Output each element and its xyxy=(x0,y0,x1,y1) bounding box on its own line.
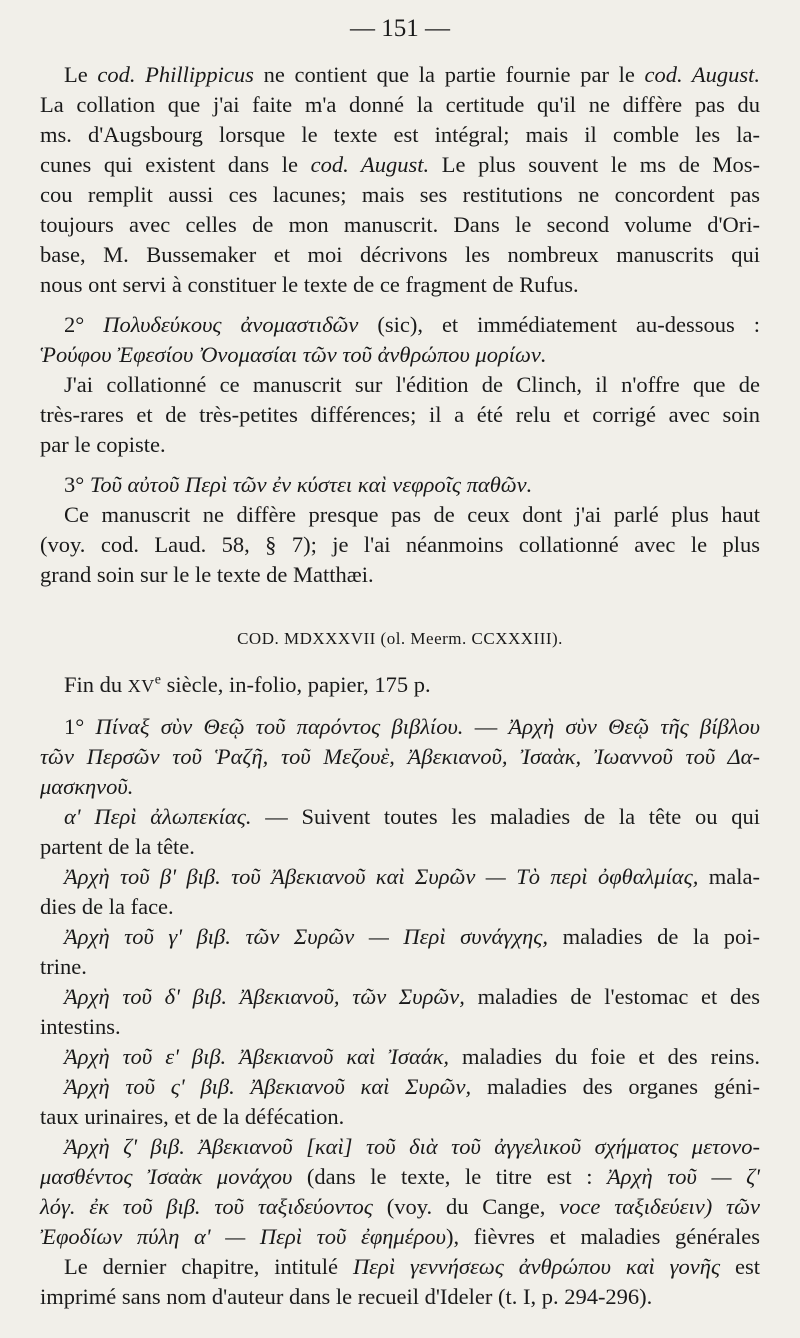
text: cunes qui existent dans le xyxy=(40,152,311,177)
paragraph-line: cou remplit aussi ces lacunes; mais ses restitutions ne concordent pas xyxy=(40,182,760,207)
paragraph-line: toujours avec celles de mon manuscrit. Dans le second volume d'Ori- xyxy=(40,212,760,237)
text: mala- xyxy=(698,864,760,889)
paragraph-line xyxy=(40,1222,760,1252)
text: 2° xyxy=(64,312,104,337)
greek-title: α' Περὶ ἀλωπεκίας. xyxy=(64,804,252,829)
italic-ref: cod. August. xyxy=(310,152,430,177)
paragraph-line xyxy=(64,922,760,952)
paragraph-line xyxy=(64,1252,760,1282)
text: ne contient que la partie fournie par le xyxy=(253,62,645,87)
paragraph-line xyxy=(64,1072,760,1102)
text: (voy. du Cange, xyxy=(372,1194,560,1219)
paragraph-line: taux urinaires, et de la défécation. xyxy=(40,1104,345,1129)
paragraph-line xyxy=(64,982,760,1012)
paragraph-line: partent de la tête. xyxy=(40,834,195,859)
text: 3° xyxy=(64,472,90,497)
text: Le plus souvent le ms de Mos- xyxy=(429,152,760,177)
greek-title: Πίναξ σὺν Θεῷ τοῦ παρόντος βιβλίου. xyxy=(95,714,464,739)
greek-title: μασθέντος Ἰσαὰκ μονάχου xyxy=(40,1164,293,1189)
text: ), fièvres et maladies générales xyxy=(445,1224,760,1249)
text: Fin du xyxy=(64,672,128,697)
text: maladies des organes géni- xyxy=(471,1074,760,1099)
text: 1° xyxy=(64,714,96,739)
italic-ref: cod. August. xyxy=(644,62,760,87)
paragraph-line: nous ont servi à constituer le texte de ce fragment de Rufus. xyxy=(40,272,579,297)
greek-title: Ἀρχὴ τοῦ δ' βιβ. Ἀβεκιανοῦ, τῶν Συρῶν, xyxy=(64,984,465,1009)
greek-title: Ἀρχὴ σὺν Θεῷ τῆς βίβλου xyxy=(508,714,761,739)
text: maladies de l'estomac et des xyxy=(464,984,760,1009)
paragraph-line xyxy=(64,862,760,892)
greek-title: Ἀρχὴ τοῦ ε' βιβ. Ἀβεκιανοῦ καὶ Ἰσαάκ, xyxy=(64,1044,450,1069)
greek-title: Ἀρχὴ τοῦ — ζ' xyxy=(607,1164,760,1189)
text: Le dernier chapitre, intitulé xyxy=(64,1254,353,1279)
text: siècle, in-folio, papier, 175 p. xyxy=(160,672,431,697)
greek-title: Ῥούφου Ἐφεσίου Ὀνομασίαι τῶν τοῦ ἀνθρώπου μορίων. xyxy=(40,342,547,367)
page-number: — 151 — xyxy=(350,15,450,42)
text: — xyxy=(463,714,509,739)
greek-title-line xyxy=(64,1132,760,1162)
text: maladies du foie et des reins. xyxy=(449,1044,760,1069)
greek-title: voce ταξιδεύειν) τῶν xyxy=(559,1194,760,1219)
greek-title: Ἀρχὴ τοῦ ς' βιβ. Ἀβεκιανοῦ καὶ Συρῶν, xyxy=(64,1074,472,1099)
paragraph-line: grand soin sur le le texte de Matthæi. xyxy=(40,562,374,587)
greek-title: μασκηνοῦ. xyxy=(40,774,134,799)
paragraph-line xyxy=(64,310,760,340)
greek-title: Τοῦ αὐτοῦ Περὶ τῶν ἐν κύστει καὶ νεφροῖς παθῶν. xyxy=(89,472,533,497)
century: XV xyxy=(127,676,155,696)
text: (sic), et immédiatement au-dessous : xyxy=(358,312,761,337)
paragraph-line xyxy=(64,470,760,500)
paragraph-line: par le copiste. xyxy=(40,432,166,457)
paragraph-line: imprimé sans nom d'auteur dans le recueil d'Ideler (t. I, p. 294-296). xyxy=(40,1284,653,1309)
paragraph-line: trine. xyxy=(40,954,87,979)
greek-title-line xyxy=(40,772,760,802)
text: maladies de la poi- xyxy=(548,924,760,949)
greek-title: τῶν Περσῶν τοῦ Ῥαζῆ, τοῦ Μεζουὲ, Ἀβεκιανοῦ, Ἰσαὰκ, Ἰωαννοῦ τοῦ Δα- xyxy=(40,744,760,769)
greek-title-line xyxy=(40,742,760,772)
date-line xyxy=(64,670,760,701)
paragraph-line: La collation que j'ai faite m'a donné la certitude qu'il ne diffère pas du xyxy=(40,92,760,117)
codex-heading: COD. MDXXXVII (ol. Meerm. CCXXXIII). xyxy=(237,629,563,648)
greek-title: Ἀρχὴ τοῦ β' βιβ. τοῦ Ἀβεκιανοῦ καὶ Συρῶν — Τὸ περὶ ὀφθαλμίας, xyxy=(64,864,699,889)
paragraph-line: base, M. Bussemaker et moi décrivons les nombreux manuscrits qui xyxy=(40,242,760,267)
superscript: e xyxy=(154,672,161,688)
paragraph-line xyxy=(64,1042,760,1072)
paragraph-line xyxy=(64,712,760,742)
text: (dans le texte, le titre est : xyxy=(292,1164,608,1189)
paragraph-line xyxy=(40,150,760,180)
paragraph-line: intestins. xyxy=(40,1014,121,1039)
italic-ref: cod. Phillippicus xyxy=(97,62,254,87)
text: est xyxy=(720,1254,760,1279)
paragraph-line: très-rares et de très-petites différences; il a été relu et corrigé avec soin xyxy=(40,402,760,427)
paragraph-line: ms. d'Augsbourg lorsque le texte est intégral; mais il comble les la- xyxy=(40,122,760,147)
text: Le xyxy=(64,62,98,87)
paragraph-line: J'ai collationné ce manuscrit sur l'édition de Clinch, il n'offre que de xyxy=(64,372,760,397)
greek-title: Ἀρχὴ ζ' βιβ. Ἀβεκιανοῦ [καὶ] τοῦ διὰ τοῦ ἀγγελικοῦ σχήματος μετονο- xyxy=(64,1134,760,1159)
greek-title: λόγ. ἐκ τοῦ βιβ. τοῦ ταξιδεύοντος xyxy=(40,1194,373,1219)
paragraph-line xyxy=(64,802,760,832)
greek-title: Πολυδεύκους ἀνομαστιδῶν xyxy=(103,312,359,337)
paragraph-line: Ce manuscrit ne diffère presque pas de ceux dont j'ai parlé plus haut xyxy=(64,502,760,527)
paragraph-line xyxy=(64,60,760,90)
paragraph-line xyxy=(40,1192,760,1222)
paragraph-line: (voy. cod. Laud. 58, § 7); je l'ai néanmoins collationné avec le plus xyxy=(40,532,760,557)
paragraph-line xyxy=(40,1162,760,1192)
text: — Suivent toutes les maladies de la tête ou qui xyxy=(251,804,761,829)
greek-title-line xyxy=(40,340,760,370)
paragraph-line: dies de la face. xyxy=(40,894,174,919)
greek-title: Ἐφοδίων πύλη α' — Περὶ τοῦ ἐφημέρου xyxy=(40,1224,446,1249)
greek-title: Ἀρχὴ τοῦ γ' βιβ. τῶν Συρῶν — Περὶ συνάγχης, xyxy=(64,924,549,949)
greek-title: Περὶ γεννήσεως ἀνθρώπου καὶ γονῆς xyxy=(352,1254,721,1279)
